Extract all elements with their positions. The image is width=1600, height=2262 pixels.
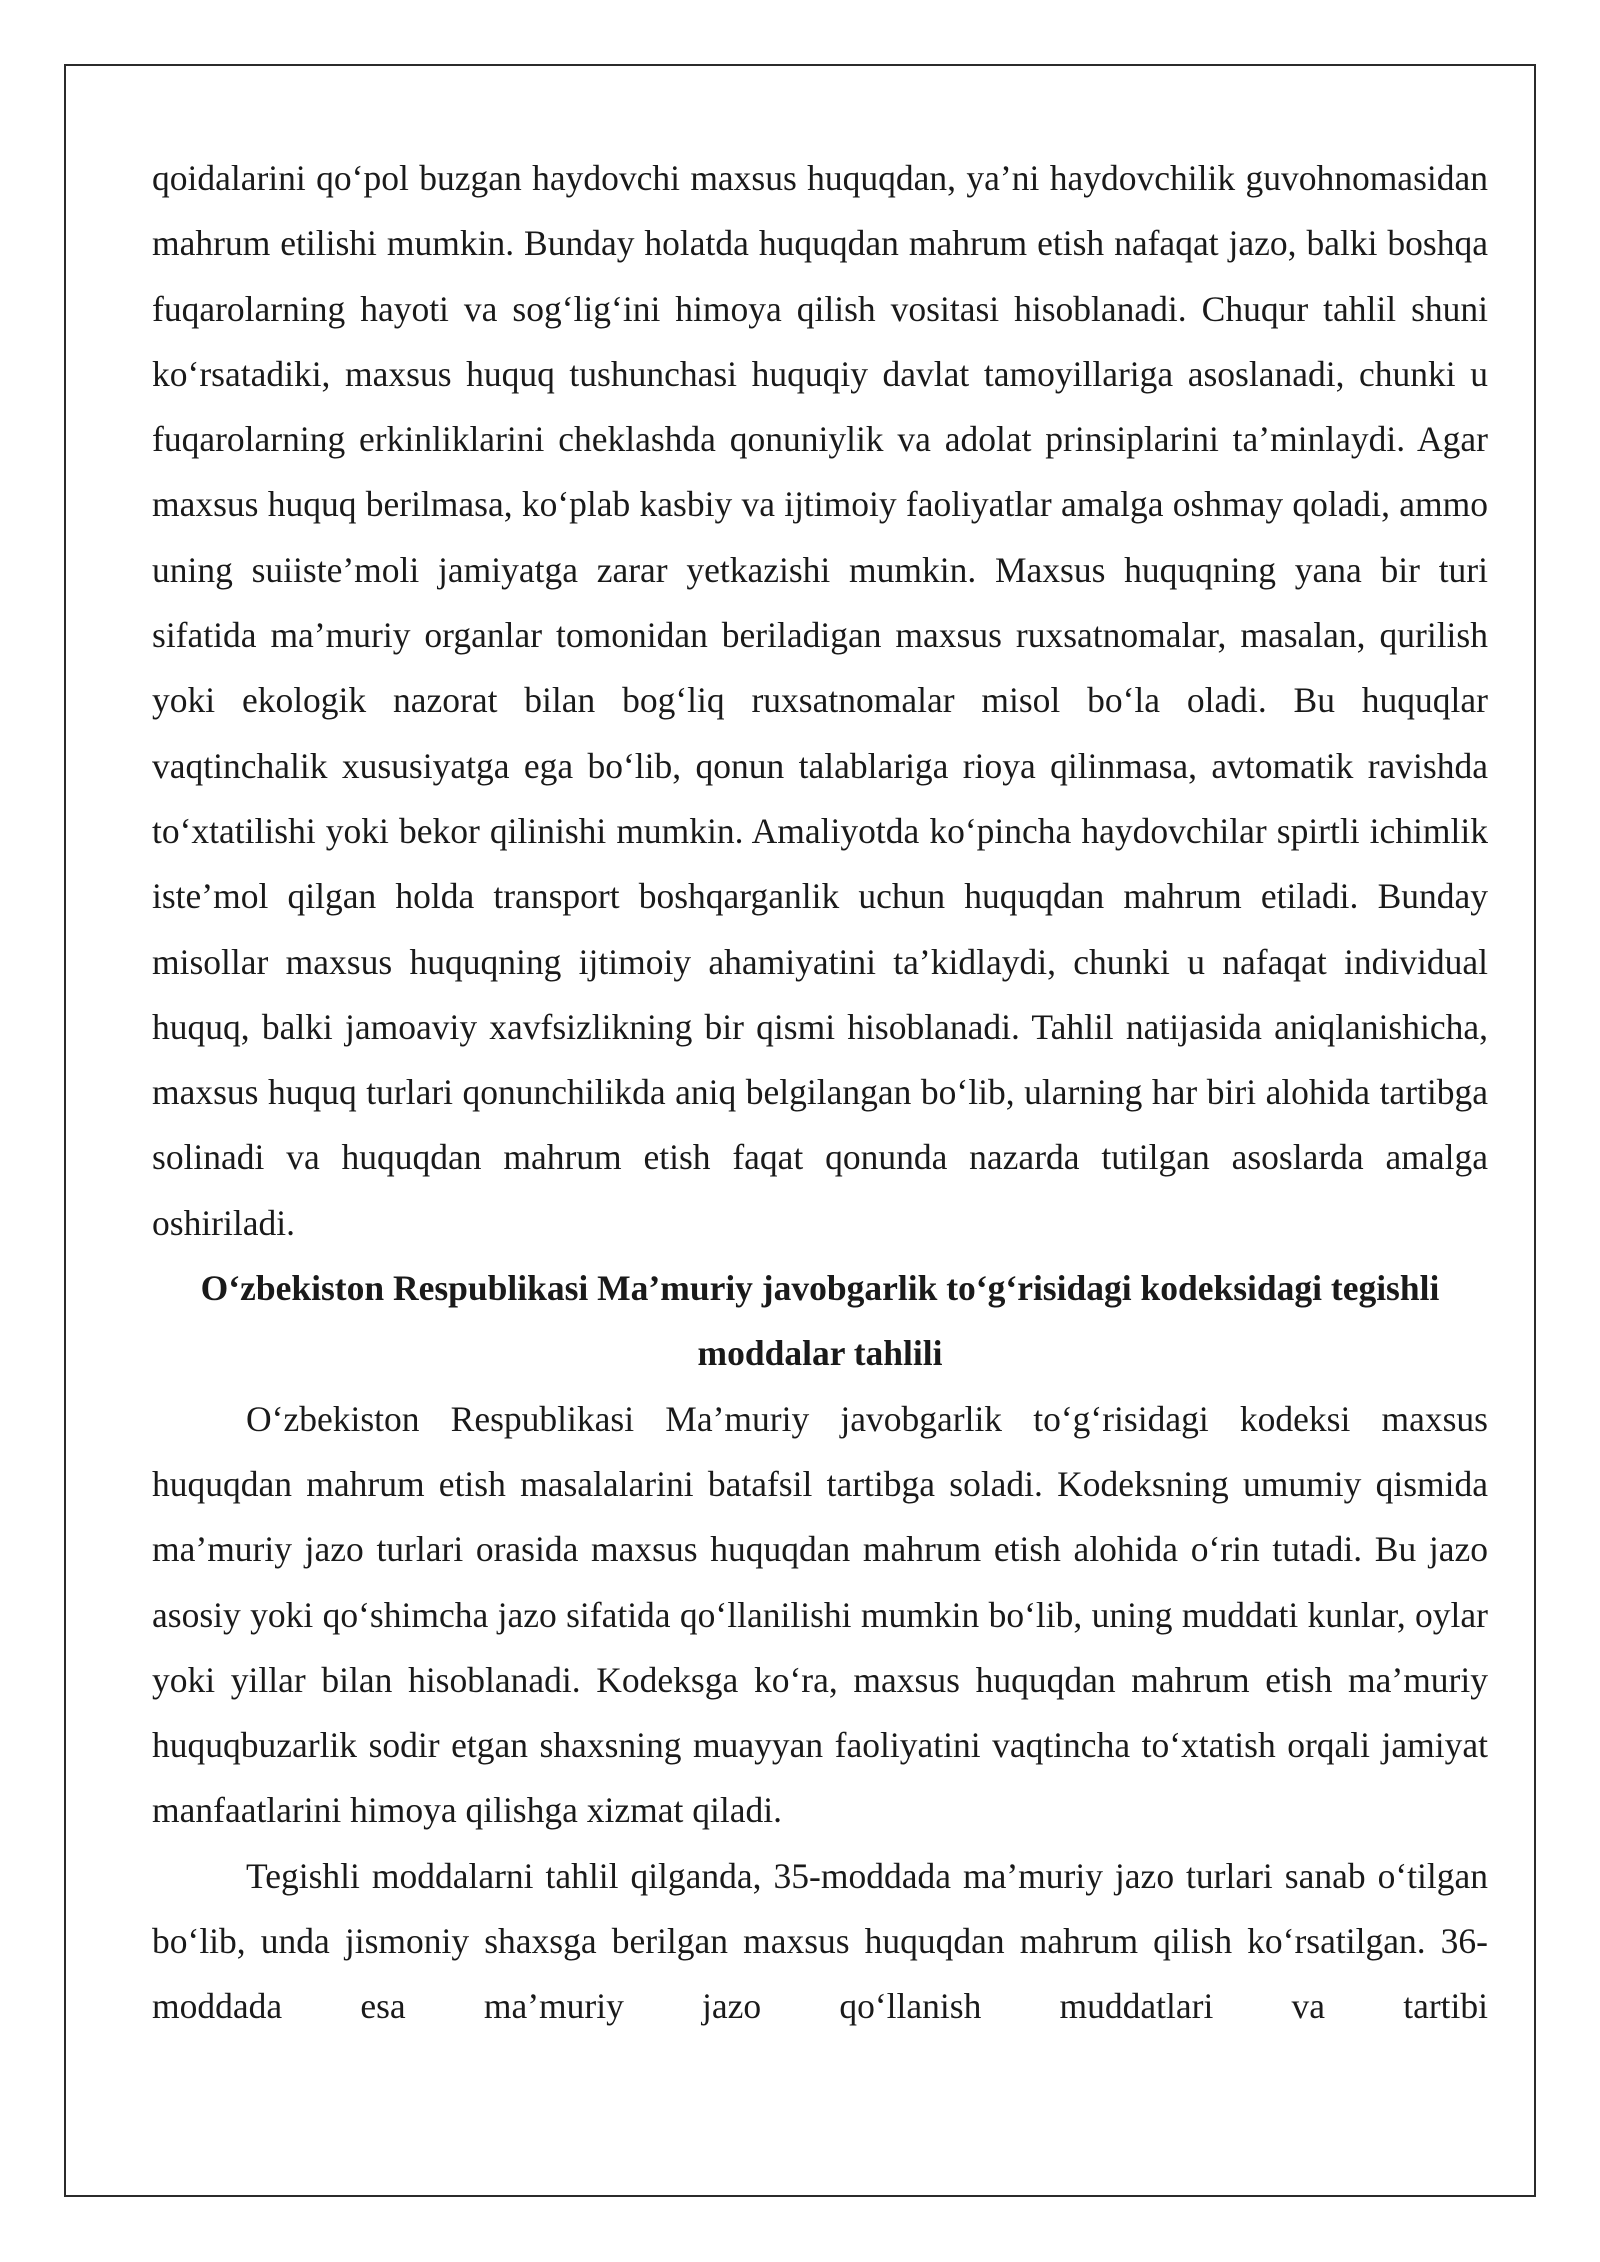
paragraph-kodeks-intro: O‘zbekiston Respublikasi Ma’muriy javobgarlik to‘g‘risidagi kodeksi maxsus huquqdan mahrum etish masalalarini batafsil tartibga soladi. Kodeksning umumiy qismida ma’muriy jazo turlari orasida maxsus huquqdan mahrum etish alohida o‘rin tutadi. Bu jazo asosiy yoki qo‘shimcha jazo sifatida qo‘llanilishi mumkin bo‘lib, uning muddati kunlar, oylar yoki yillar bilan hisoblanadi. Kodeksga ko‘ra, maxsus huquqdan mahrum etish ma’muriy huquqbuzarlik sodir etgan shaxsning muayyan faoliyatini vaqtincha to‘xtatish orqali jamiyat manfaatlarini himoya qilishga xizmat qiladi. — [152, 1398, 1488, 1831]
paragraph-moddalar-tahlili: Tegishli moddalarni tahlil qilganda, 35-moddada ma’muriy jazo turlari sanab o‘tilgan bo‘lib, unda jismoniy shaxsga berilgan maxsus huquqdan mahrum qilish ko‘rsatilgan. 36-moddada esa ma’muriy jazo qo‘llanish muddatlari va tartibi — [152, 1855, 1488, 2027]
paragraph-continued: qoidalarini qo‘pol buzgan haydovchi maxsus huquqdan, ya’ni haydovchilik guvohnomasidan mahrum etilishi mumkin. Bunday holatda huquqdan mahrum etish nafaqat jazo, balki boshqa fuqarolarning hayoti va sog‘lig‘ini himoya qilish vositasi hisoblanadi. Chuqur tahlil shuni ko‘rsatadiki, maxsus huquq tushunchasi huquqiy davlat tamoyillariga asoslanadi, chunki u fuqarolarning erkinliklarini cheklashda qonuniylik va adolat prinsiplarini ta’minlaydi. Agar maxsus huquq berilmasa, ko‘plab kasbiy va ijtimoiy faoliyatlar amalga oshmay qoladi, ammo uning suiiste’moli jamiyatga zarar yetkazishi mumkin. Maxsus huquqning yana bir turi sifatida ma’muriy organlar tomonidan beriladigan maxsus ruxsatnomalar, masalan, qurilish yoki ekologik nazorat bilan bog‘liq ruxsatnomalar misol bo‘la oladi. Bu huquqlar vaqtinchalik xususiyatga ega bo‘lib, qonun talablariga rioya qilinmasa, avtomatik ravishda to‘xtatilishi yoki bekor qilinishi mumkin. Amaliyotda ko‘pincha haydovchilar spirtli ichimlik iste’mol qilgan holda transport boshqarganlik uchun huquqdan mahrum etiladi. Bunday misollar maxsus huquqning ijtimoiy ahamiyatini ta’kidlaydi, chunki u nafaqat individual huquq, balki jamoaviy xavfsizlikning bir qismi hisoblanadi. Tahlil natijasida aniqlanishicha, maxsus huquq turlari qonunchilikda aniq belgilangan bo‘lib, ularning har biri alohida tartibga solinadi va huquqdan mahrum etish faqat qonunda nazarda tutilgan asoslarda amalga oshiriladi. — [152, 158, 1488, 1243]
document-body — [152, 146, 1488, 2040]
section-heading: O‘zbekiston Respublikasi Ma’muriy javobgarlik to‘g‘risidagi kodeksidagi tegishli moddalar tahlili — [200, 1268, 1440, 1374]
